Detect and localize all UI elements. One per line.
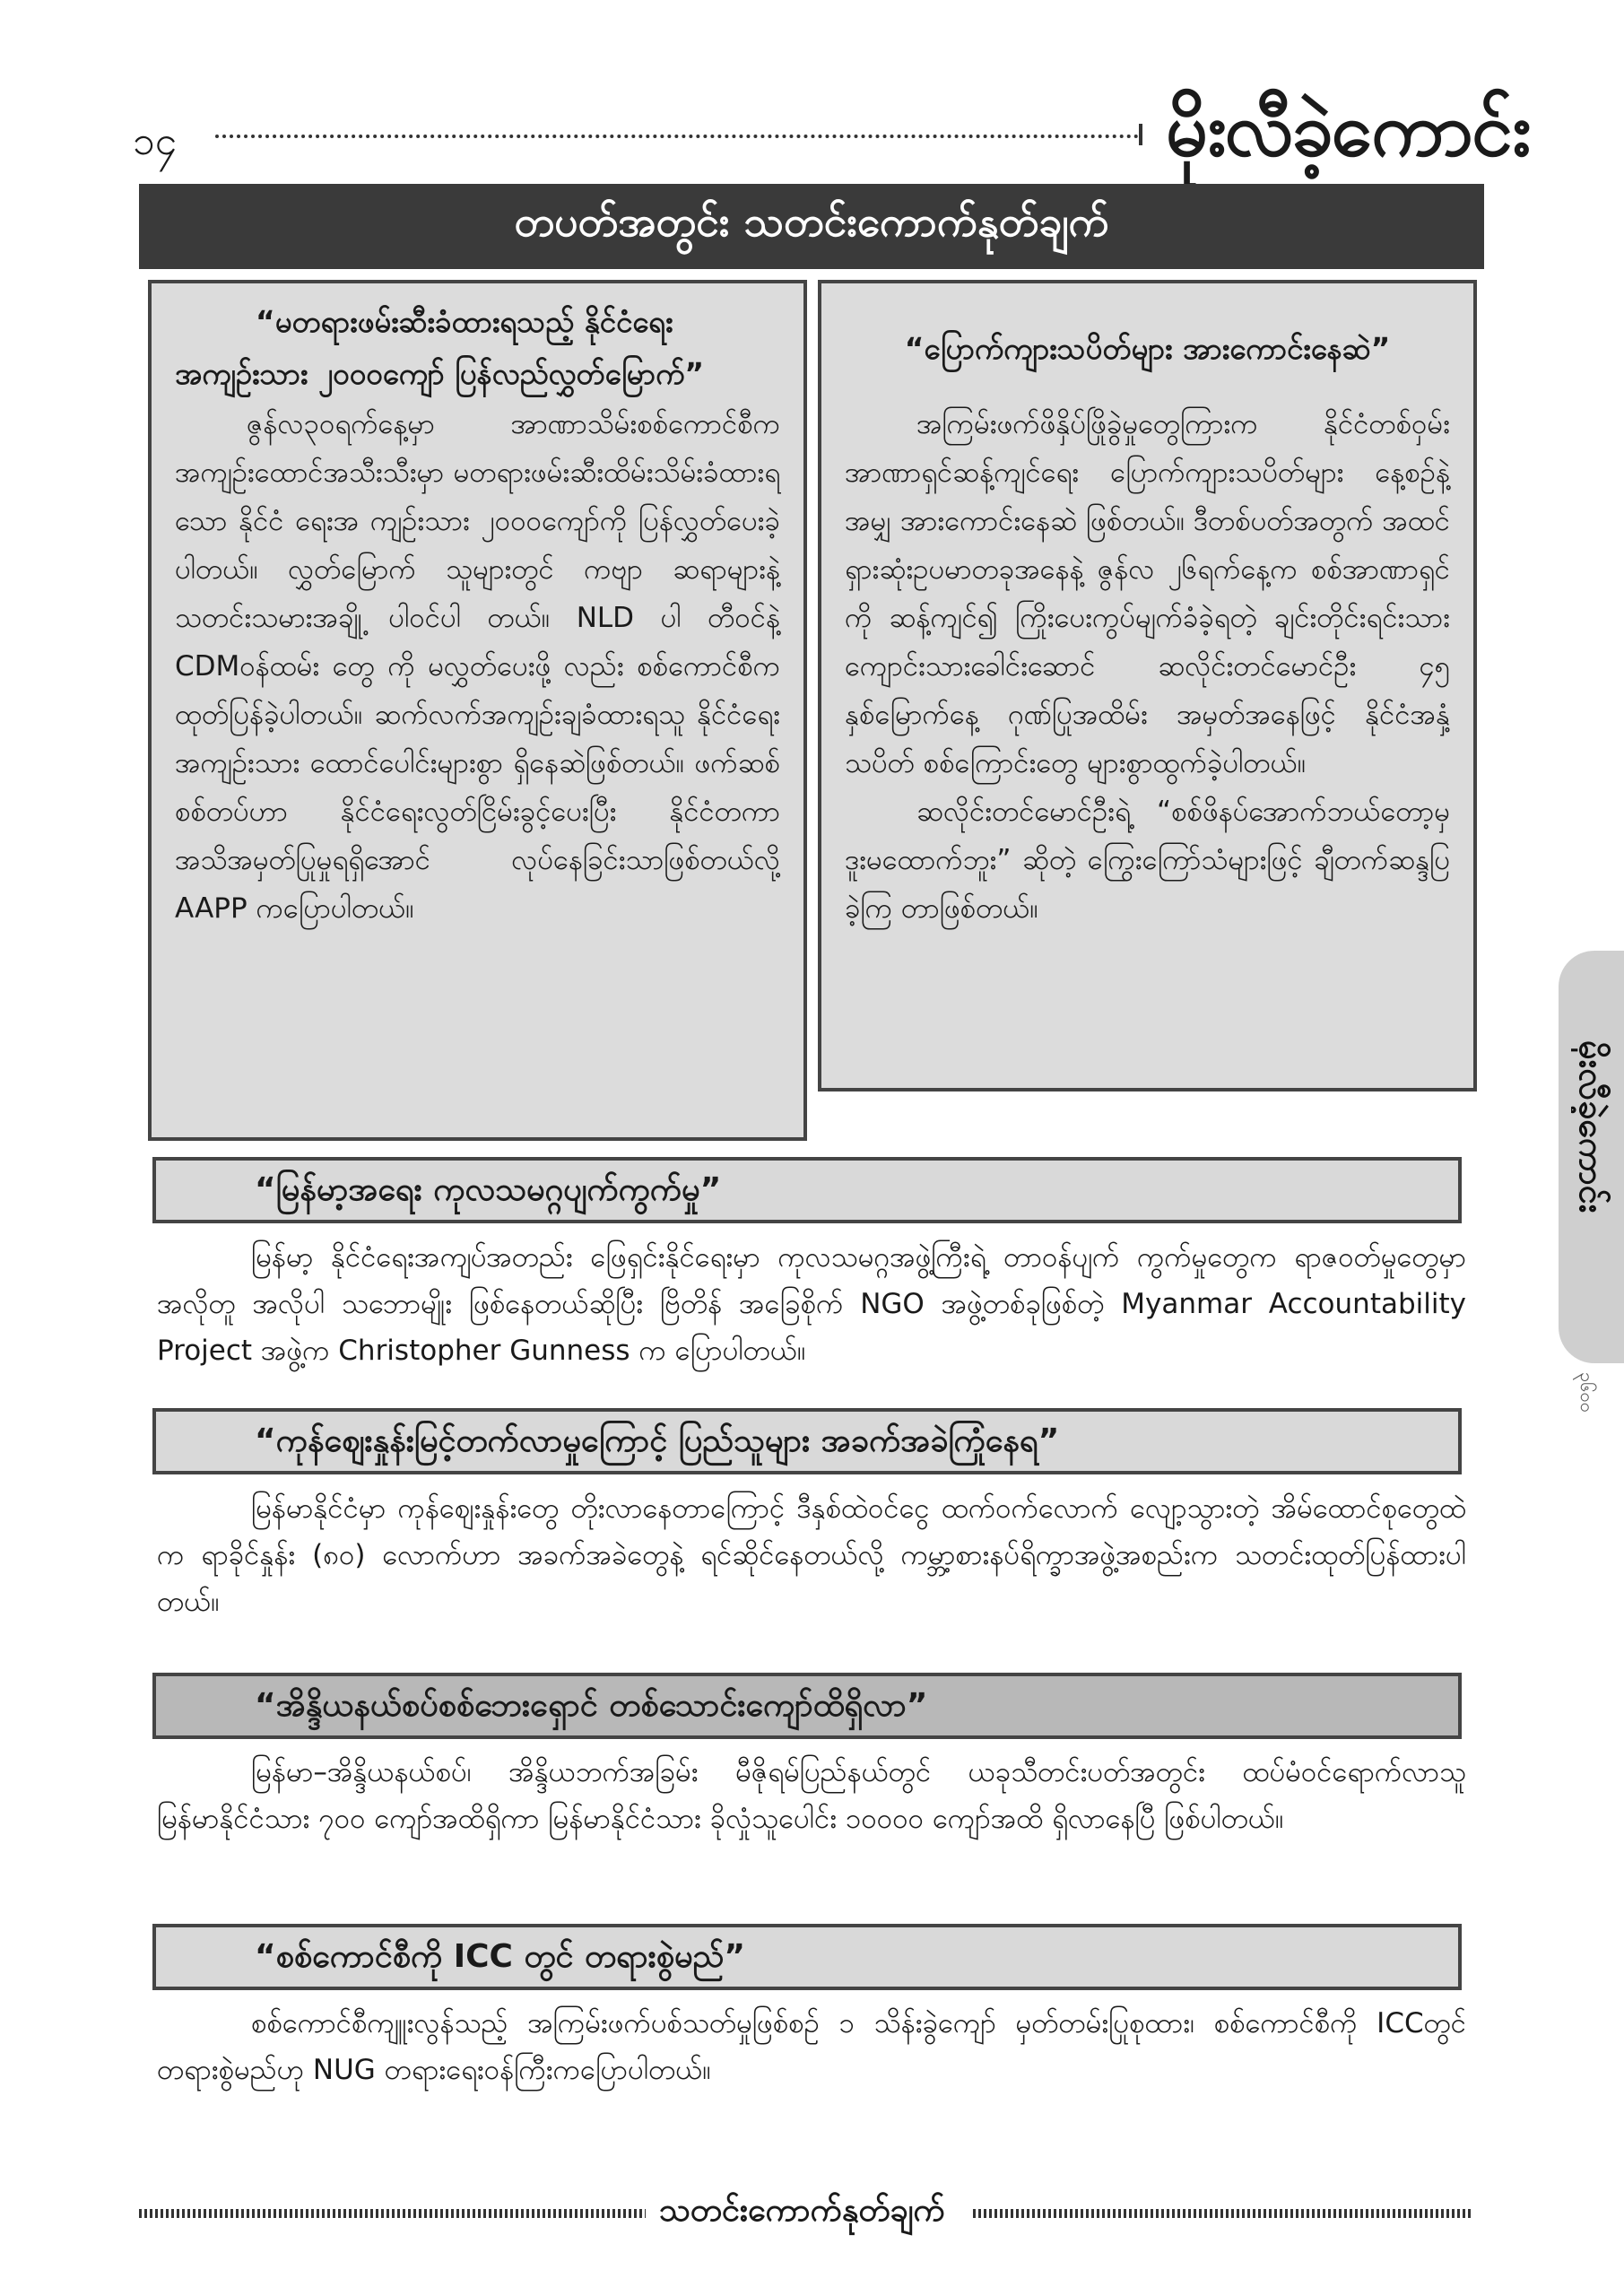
news-body: မြန်မာ့ နိုင်ငံရေးအကျပ်အတည်း ဖြေရှင်းနိုင်ရေးမှာ ကုလသမဂ္ဂအဖွဲ့ကြီးရဲ့ တာဝန်ပျက် ကွက်မှုတွေက ရာဇဝတ်မှုတွေမှာ အလိုတူ အလိုပါ သဘောမျိုး ဖြစ်နေတယ်ဆိုပြီး ဗြိတိန် အခြေစိုက် NGO အဖွဲ့တစ်ခုဖြစ်တဲ့ Myanmar Accountability Project အဖွဲ့က Christopher Gunness က ပြောပါတယ်။ xyxy=(157,1241,1466,1367)
header-dotted-rule xyxy=(215,135,1139,138)
footer-rule-right xyxy=(973,2209,1471,2218)
news-box-body: အကြမ်းဖက်ဖိနှိပ်ဖြိုခွဲမှုတွေကြားက နိုင်ငံတစ်ဝှမ်း အာဏာရှင်ဆန့်ကျင်ရေး ပြောက်ကျားသပိတ်များ နေ့စဉ်နဲ့အမျှ အားကောင်းနေဆဲ ဖြစ်တယ်။ ဒီတစ်ပတ်အတွက် အထင်ရှားဆုံးဥပမာတခုအနေနဲ့ ဇွန်လ ၂၆ရက်နေ့က စစ်အာဏာရှင်ကို ဆန့်ကျင်၍ ကြိုးပေးကွပ်မျက်ခံခဲ့ရတဲ့ ချင်းတိုင်းရင်းသား ကျောင်းသားခေါင်းဆောင် ဆလိုင်းတင်မောင်ဦး ၄၅ နှစ်မြောက်နေ့ ဂုဏ်ပြုအထိမ်း အမှတ်အနေဖြင့် နိုင်ငံအနှံ့ သပိတ် စစ်ကြောင်းတွေ များစွာထွက်ခဲ့ပါတယ်။ xyxy=(845,408,1450,779)
news-box-prisoner-release xyxy=(148,280,807,1141)
header-rule-end-mark xyxy=(1139,124,1142,145)
side-tab-label: မိုးလီခဲ့ကောင်း xyxy=(1572,1040,1611,1213)
news-box-title: “မတရားဖမ်းဆီးခံထားရသည့် နိုင်ငံရေးအကျဉ်းသား ၂၀၀၀ကျော် ပြန်လည်လွှတ်မြောက်” xyxy=(175,304,705,391)
news-box-body: ဆလိုင်းတင်မောင်ဦးရဲ့ “စစ်ဖိနပ်အောက်ဘယ်တော့မှ ဒူးမထောက်ဘူး” ဆိုတဲ့ ကြွေးကြော်သံများဖြင့် ချီတက်ဆန္ဒပြခဲ့ကြ တာဖြစ်တယ်။ xyxy=(845,796,1450,925)
section-banner xyxy=(139,184,1484,269)
publication-logo: မိုးလီခဲ့ကောင်း xyxy=(1166,87,1530,173)
section-banner-title: တပတ်အတွင်း သတင်းကောက်နုတ်ချက် xyxy=(514,197,1109,246)
news-body: စစ်ကောင်စီကျူးလွန်သည့် အကြမ်းဖက်ပစ်သတ်မှုဖြစ်စဉ် ၁ သိန်းခွဲကျော် မှတ်တမ်းပြုစုထား၊ စစ်ကောင်စီကို ICCတွင် တရားစွဲမည်ဟု NUG တရားရေးဝန်ကြီးကပြောပါတယ်။ xyxy=(157,2007,1466,2086)
news-headline: “အိန္ဒိယနယ်စပ်စစ်ဘေးရှောင် တစ်သောင်းကျော်ထိရှိလာ” xyxy=(152,1673,1462,1739)
footer-rule-left xyxy=(139,2209,646,2218)
news-headline: “စစ်ကောင်စီကို ICC တွင် တရားစွဲမည်” xyxy=(152,1924,1462,1990)
news-headline: “မြန်မာ့အရေး ကုလသမဂ္ဂပျက်ကွက်မှု” xyxy=(152,1157,1462,1223)
news-box-guerrilla-strikes xyxy=(818,280,1477,1091)
news-box-body: ဇွန်လ၃၀ရက်နေ့မှာ အာဏာသိမ်းစစ်ကောင်စီက အကျဉ်းထောင်အသီးသီးမှာ မတရားဖမ်းဆီးထိမ်းသိမ်းခံထားရသော နိုင်ငံ ရေးအ ကျဉ်းသား ၂၀၀၀ကျော်ကို ပြန်လွှတ်ပေးခဲ့ ပါတယ်။ လွှတ်မြောက် သူများတွင် ကဗျာ ဆရာများနဲ့ သတင်းသမားအချို့ ပါဝင်ပါ တယ်။ NLD ပါ တီဝင်နဲ့ CDMဝန်ထမ်း တွေ ကို မလွှတ်ပေးဖို့ လည်း စစ်ကောင်စီကထုတ်ပြန်ခဲ့ပါတယ်။ ဆက်လက်အကျဉ်းချခံထားရသူ နိုင်ငံရေးအကျဉ်းသား ထောင်ပေါင်းများစွာ ရှိနေဆဲဖြစ်တယ်။ ဖက်ဆစ်စစ်တပ်ဟာ နိုင်ငံရေးလွတ်ငြိမ်းခွင့်ပေးပြီး နိုင်ငံတကာ အသိအမှတ်ပြုမှုရရှိအောင် လုပ်နေခြင်းသာဖြစ်တယ်လို့ AAPP ကပြောပါတယ်။ xyxy=(175,408,780,925)
news-headline: “ကုန်ဈေးနှုန်းမြင့်တက်လာမှုကြောင့် ပြည်သူများ အခက်အခဲကြုံနေရ” xyxy=(152,1408,1462,1474)
news-body: မြန်မာနိုင်ငံမှာ ကုန်ဈေးနှုန်းတွေ တိုးလာနေတာကြောင့် ဒီနှစ်ထဲဝင်ငွေ ထက်ဝက်လောက် လျော့သွားတဲ့ အိမ်ထောင်စုတွေထဲက ရာခိုင်နှုန်း (၈၀) လောက်ဟာ အခက်အခဲတွေနဲ့ ရင်ဆိုင်နေတယ်လို့ ကမ္ဘာ့စားနပ်ရိက္ခာအဖွဲ့အစည်းက သတင်းထုတ်ပြန်ထားပါတယ်။ xyxy=(157,1492,1466,1618)
news-body: မြန်မာ–အိန္ဒိယနယ်စပ်၊ အိန္ဒိယဘက်အခြမ်း မီဇိုရမ်ပြည်နယ်တွင် ယခုသီတင်းပတ်အတွင်း ထပ်မံဝင်ရောက်လာသူ မြန်မာနိုင်ငံသား ၇၀၀ ကျော်အထိရှိကာ မြန်မာနိုင်ငံသား ခိုလှုံသူပေါင်း ၁၀၀၀၀ ကျော်အထိ ရှိလာနေပြီ ဖြစ်ပါတယ်။ xyxy=(157,1756,1466,1835)
side-tab-date: ၃၆၀၀ xyxy=(1576,1372,1598,1413)
news-box-title: “ပြောက်ကျားသပိတ်များ အားကောင်းနေဆဲ” xyxy=(904,331,1391,366)
page-number: ၁၄ xyxy=(133,118,178,164)
footer-section-label: သတင်းကောက်နုတ်ချက် xyxy=(659,2192,945,2229)
